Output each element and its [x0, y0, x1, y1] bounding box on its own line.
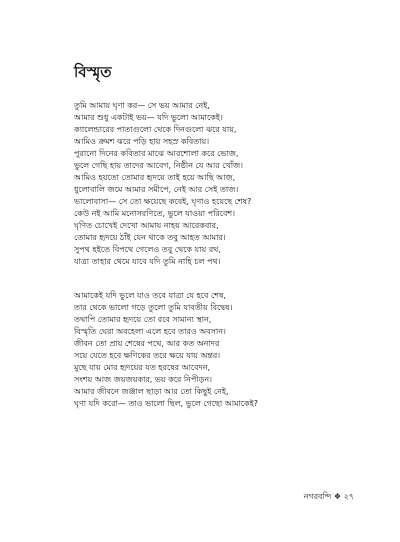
poem-line: সংশয় আজ জয়জয়কার, ভয় করে নিপীড়ন।: [74, 375, 212, 384]
poem-line: আমিও হয়তো তোমার হৃদয়ে তাই হয়ে আছি আজ,: [74, 173, 236, 182]
poem-line: সয়ে যেতে হবে ক্ষণিকের তরে ক্ষয়ে যায় অন্তর।: [74, 351, 221, 360]
poem-line: জীবন তো প্রায় শেষের পথে, আর কত অনাদর: [74, 339, 220, 348]
poem-line: তার থেকে ভালো গড়ে তুলো তুমি যাবতীয় বিদ্বেষ।: [74, 303, 233, 312]
poem-line: আমার জীবনে জঞ্জাল ছাড়া আর তো কিছুই নেই,: [74, 387, 229, 396]
poem-line: তুমি আমায় ঘৃণা কর— সে ভয় আমার নেই,: [74, 101, 210, 110]
poem-line: মুছে যায় মোর হৃদয়ের যত হরষের আবেদন,: [74, 363, 211, 372]
page-footer: নগরবন্দি ❖ ২৭: [303, 492, 354, 501]
poem-line: ঘৃণা যদি করো— তাও ভালো ছিল, ভুলে গেছো আমাকেই?: [74, 399, 259, 408]
poem-line: তথাপি তোমার হৃদয়ে তো রবে সামান্য স্থান,: [74, 315, 212, 324]
poem-line: ধুলোবালি জমে আমার সমীপে, নেই আর সেই তাজ।: [74, 185, 239, 194]
poem-line: তোমার হৃদয়ে ঠাঁই যেন থাকে তবু আহত আমার।: [74, 233, 226, 242]
poem-line: ক্যালেন্ডারের পাতাগুলো থেকে দিনগুলো ঝরে যায়,: [74, 125, 237, 134]
poem-title: বিস্মৃত: [74, 63, 112, 81]
poem-line: পুরানো দিনের কবিতার মাঝে আরশোলা করে ভোজ,: [74, 149, 239, 158]
poem-line: আমার শুধু একটাই ভয়— যদি ভুলো আমাকেই।: [74, 113, 223, 122]
poem-line: ঘৃণিত চোখেই দেখো আমায় নাহয় আরেকবার,: [74, 221, 219, 230]
poem-line: কেউ নই আমি মনোসরণিতে, ভুলে যাওয়া পরিবেশ।: [74, 209, 236, 218]
poem-line: আমিও ক্রমশ ঝরে পড়ি হায় সহস্র কবিতায়।: [74, 137, 210, 146]
poem-line: যাত্রা তাহার থেমে যাবে যদি তুমি নাহি চল পথ।: [74, 257, 221, 266]
stanza-1: [74, 100, 374, 268]
poem-line: ভুলে গেছি হায় তাদের আবেগ, নিষ্ঠীন যে আর খোঁজ।: [74, 161, 244, 170]
stanza-2: [74, 290, 374, 410]
poem-line: সুপথ হইতে বিপথে গেলেও তবু থেকে যায় রথ,: [74, 245, 221, 254]
poem-line: ভালোবাসা— সে তো ক্ষয়েছে কবেই, ঘৃণাও হয়েছে শেষ?: [74, 197, 252, 206]
poem-line: বিস্মৃতি ঘেরা অবহেলা এলে হবে তারও অবসান।: [74, 327, 226, 336]
poem-line: আমাকেই যদি ভুলে যাও তবে যাত্রা যে হবে শেষ,: [74, 291, 226, 300]
